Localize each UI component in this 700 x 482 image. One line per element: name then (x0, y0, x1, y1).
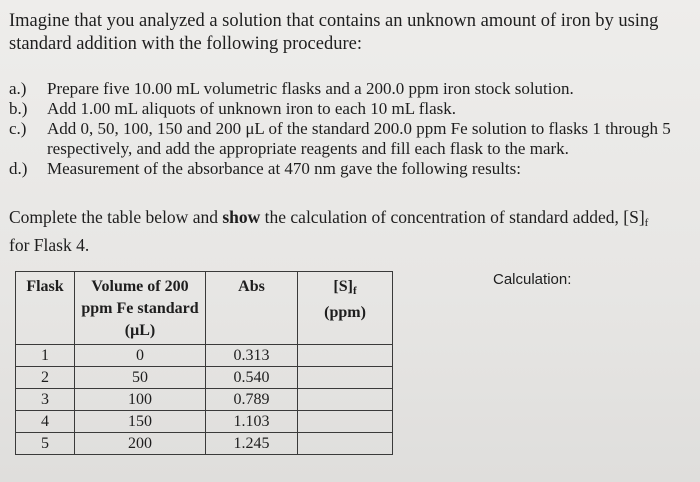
task-text-bold: show (222, 207, 261, 227)
task-text-subscript: f (644, 217, 649, 229)
procedure-step-d (9, 159, 699, 179)
step-text: Add 1.00 mL aliquots of unknown iron to each 10 mL flask. (47, 99, 457, 118)
table-row (16, 389, 393, 411)
results-table (15, 271, 393, 455)
cell-sf[interactable] (298, 367, 393, 389)
cell-volume: 50 (75, 367, 206, 389)
cell-sf[interactable] (298, 433, 393, 455)
cell-volume: 0 (75, 345, 206, 367)
cell-sf[interactable] (298, 411, 393, 433)
procedure-step-a (9, 79, 699, 99)
calculation-label: Calculation: (493, 271, 572, 288)
table-row (16, 367, 393, 389)
procedure-step-b (9, 99, 699, 119)
step-text: Measurement of the absorbance at 470 nm gave the following results: (47, 159, 521, 178)
cell-abs: 0.313 (206, 345, 298, 367)
cell-abs: 1.245 (206, 433, 298, 455)
header-sf (298, 272, 393, 345)
cell-flask: 1 (16, 345, 75, 367)
header-sf-sub: f (352, 285, 357, 297)
step-label: a.) (9, 79, 27, 98)
step-text: Prepare five 10.00 mL volumetric flasks and a 200.0 ppm iron stock solution. (47, 79, 574, 98)
table-row (16, 411, 393, 433)
cell-sf[interactable] (298, 345, 393, 367)
cell-flask: 2 (16, 367, 75, 389)
step-text: Add 0, 50, 100, 150 and 200 μL of the standard 200.0 ppm Fe solution to flasks 1 through 5 respectively, and add the appropriate reagents and fill each flask to the mark. (47, 119, 671, 158)
procedure-step-c (9, 119, 699, 159)
procedure-steps (9, 79, 699, 179)
table-header-row (16, 272, 393, 345)
task-instruction (9, 206, 699, 256)
cell-volume: 150 (75, 411, 206, 433)
task-text-middle: the calculation of concentration of standard added, [S] (260, 207, 645, 227)
cell-flask: 3 (16, 389, 75, 411)
table-row (16, 433, 393, 455)
header-volume: Volume of 200 ppm Fe standard (μL) (75, 272, 206, 345)
header-sf-main: [S] (333, 278, 353, 295)
header-abs: Abs (206, 272, 298, 345)
cell-sf[interactable] (298, 389, 393, 411)
step-label: d.) (9, 159, 28, 178)
step-label: b.) (9, 99, 28, 118)
step-label: c.) (9, 119, 27, 138)
intro-paragraph: Imagine that you analyzed a solution that contains an unknown amount of iron by using standard addition with the following procedure: (9, 11, 659, 54)
table-row (16, 345, 393, 367)
header-sf-unit: (ppm) (324, 304, 366, 321)
cell-volume: 200 (75, 433, 206, 455)
header-flask: Flask (16, 272, 75, 345)
task-text-line2: for Flask 4. (9, 235, 90, 255)
cell-flask: 4 (16, 411, 75, 433)
cell-volume: 100 (75, 389, 206, 411)
cell-flask: 5 (16, 433, 75, 455)
task-text-prefix: Complete the table below and (9, 207, 223, 227)
cell-abs: 0.789 (206, 389, 298, 411)
cell-abs: 0.540 (206, 367, 298, 389)
cell-abs: 1.103 (206, 411, 298, 433)
